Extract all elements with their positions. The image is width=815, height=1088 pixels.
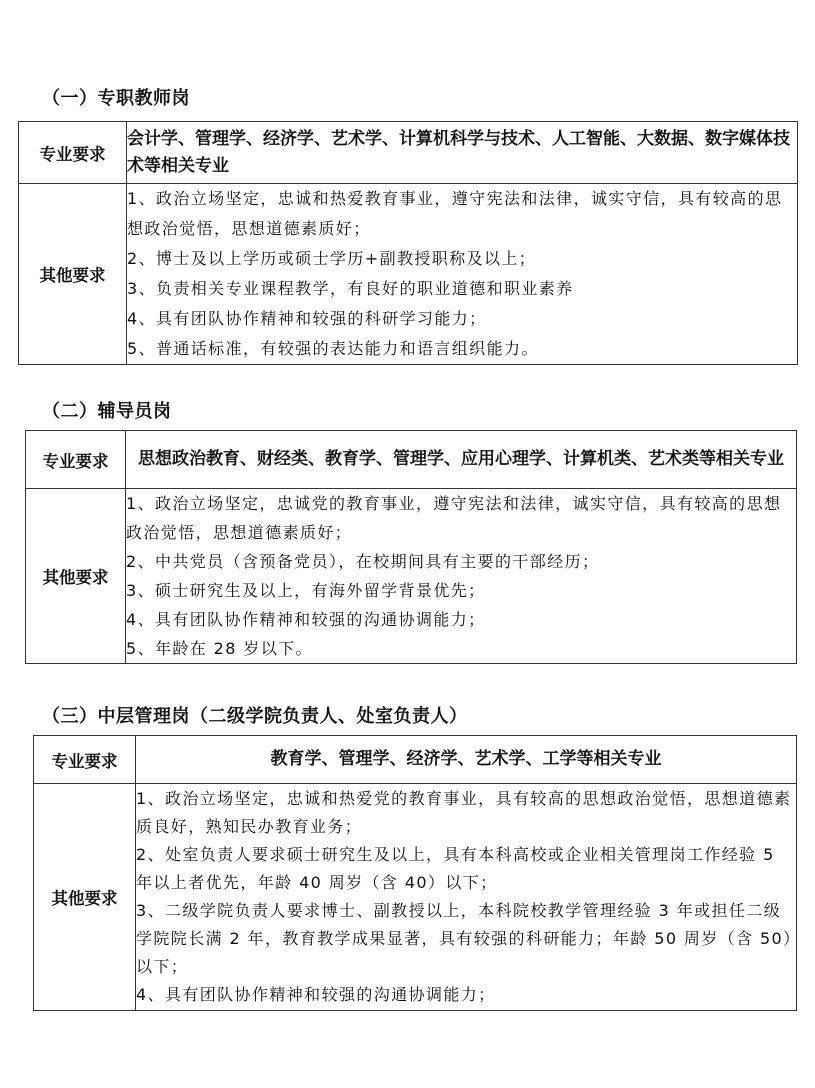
requirement-item: 1、政治立场坚定，忠诚党的教育事业，遵守宪法和法律，诚实守信，具有较高的思想政治觉悟，思想道德素质好； <box>126 494 782 542</box>
requirement-item: 1、政治立场坚定，忠诚和热爱教育事业，遵守宪法和法律，诚实守信，具有较高的思想政治觉悟，思想道德素质好； <box>127 189 783 238</box>
requirement-item: 3、二级学院负责人要求博士、副教授以上，本科院校教学管理经验 3 年或担任二级学院院长满 2 年，教育教学成果显著，具有较强的科研能力；年龄 50 周岁（含 50）以下； <box>136 901 793 976</box>
major-requirement-value: 教育学、管理学、经济学、艺术学、工学等相关专业 <box>136 736 797 784</box>
other-requirement-label: 其他要求 <box>19 184 127 365</box>
requirement-item: 1、政治立场坚定，忠诚和热爱党的教育事业，具有较高的思想政治觉悟，思想道德素质良好，熟知民办教育业务； <box>136 789 792 836</box>
requirement-item: 2、处室负责人要求硕士研究生及以上，具有本科高校或企业相关管理岗工作经验 5 年以上者优先，年龄 40 周岁（含 40）以下； <box>136 845 775 892</box>
section-title-middle-management: （三）中层管理岗（二级学院负责人、处室负责人） <box>42 706 468 727</box>
other-requirement-list <box>127 184 798 365</box>
requirements-table-counselor <box>25 430 797 664</box>
requirement-item: 3、负责相关专业课程教学，有良好的职业道德和职业素养 <box>127 279 574 298</box>
major-requirement-label: 专业要求 <box>19 122 127 184</box>
major-requirement-label: 专业要求 <box>26 431 126 489</box>
requirement-item: 4、具有团队协作精神和较强的科研学习能力； <box>127 309 487 328</box>
major-requirement-value: 思想政治教育、财经类、教育学、管理学、应用心理学、计算机类、艺术类等相关专业 <box>126 431 797 489</box>
requirements-table-middle-management <box>33 735 797 1011</box>
requirement-item: 2、博士及以上学历或硕士学历+副教授职称及以上； <box>127 249 537 268</box>
requirement-item: 4、具有团队协作精神和较强的沟通协调能力； <box>136 985 496 1004</box>
other-requirement-label: 其他要求 <box>34 784 136 1011</box>
section-title-counselor: （二）辅导员岗 <box>42 401 172 422</box>
major-requirement-label: 专业要求 <box>34 736 136 784</box>
other-requirement-list <box>126 489 797 664</box>
requirement-item: 4、具有团队协作精神和较强的沟通协调能力； <box>126 610 486 629</box>
other-requirement-label: 其他要求 <box>26 489 126 664</box>
other-requirement-list <box>136 784 797 1011</box>
major-requirement-value: 会计学、管理学、经济学、艺术学、计算机科学与技术、人工智能、大数据、数字媒体技术等相关专业 <box>127 122 798 184</box>
requirement-item: 5、普通话标准，有较强的表达能力和语言组织能力。 <box>127 339 539 358</box>
requirements-table-teacher <box>18 121 798 365</box>
requirement-item: 2、中共党员（含预备党员），在校期间具有主要的干部经历； <box>126 552 600 571</box>
requirement-item: 3、硕士研究生及以上，有海外留学背景优先； <box>126 581 486 600</box>
requirement-item: 5、年龄在 28 岁以下。 <box>126 639 313 658</box>
section-title-teacher: （一）专职教师岗 <box>42 88 190 109</box>
